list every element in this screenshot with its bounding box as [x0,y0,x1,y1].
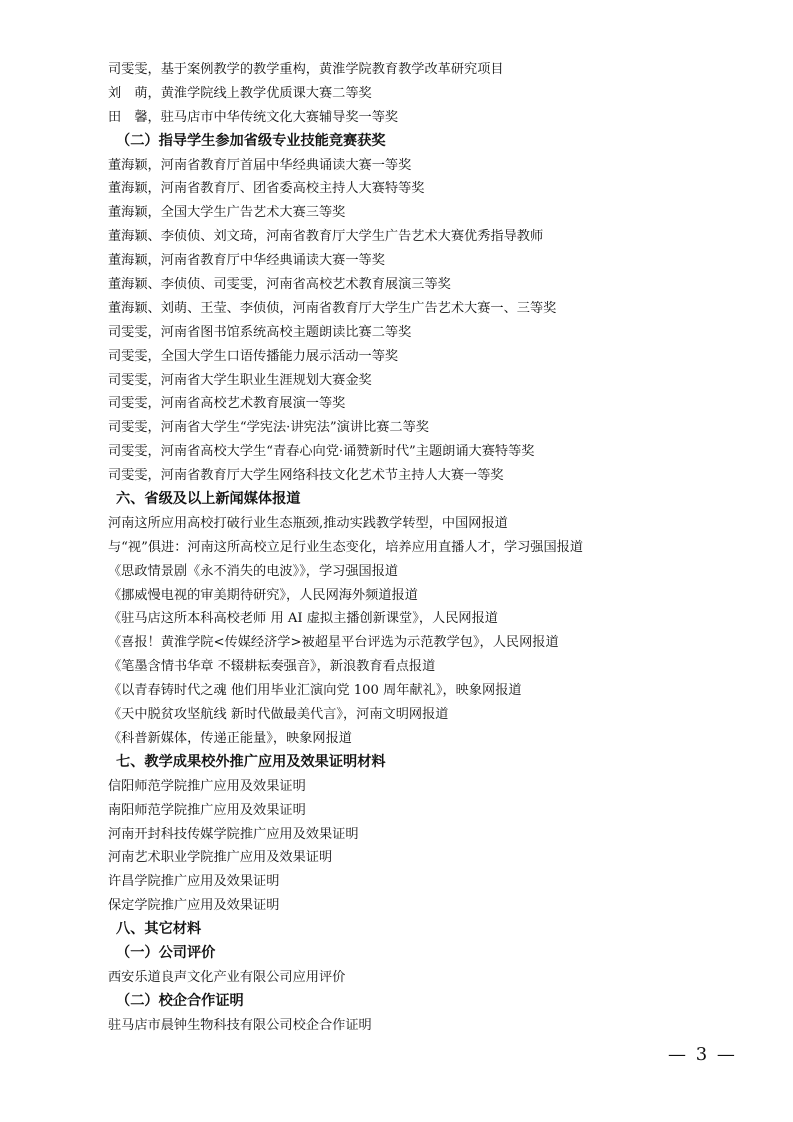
list-item: 司雯雯，河南省图书馆系统高校主题朗读比赛二等奖 [108,324,412,340]
list-item: 与“视”俱进：河南这所高校立足行业生态变化，培养应用直播人才，学习强国报道 [108,539,584,555]
page-number: — 3 — [668,1044,737,1065]
list-item: 董海颖，河南省教育厅、团省委高校主持人大赛特等奖 [108,181,425,197]
document-body [108,58,748,1038]
list-item: 河南开封科技传媒学院推广应用及效果证明 [108,826,359,842]
list-item: 河南艺术职业学院推广应用及效果证明 [108,850,333,866]
list-item: 《天中脱贫攻坚航线 新时代做最美代言》，河南文明网报道 [108,707,449,723]
list-item: 《喜报！黄淮学院<传媒经济学>被超星平台评选为示范教学包》，人民网报道 [108,635,559,651]
list-item: 司雯雯，河南省高校艺术教育展演一等奖 [108,396,346,412]
list-item: 司雯雯，河南省教育厅大学生网络科技文化艺术节主持人大赛一等奖 [108,468,504,484]
list-item: 董海颖，河南省教育厅中华经典诵读大赛一等奖 [108,253,385,269]
list-item: 南阳师范学院推广应用及效果证明 [108,802,306,818]
list-item: 刘 萌，黄淮学院线上教学优质课大赛二等奖 [108,85,372,101]
list-item: 董海颖，河南省教育厅首届中华经典诵读大赛一等奖 [108,157,412,173]
list-item: 董海颖，全国大学生广告艺术大赛三等奖 [108,205,346,221]
list-item: 《驻马店这所本科高校老师 用 AI 虚拟主播创新课堂》，人民网报道 [108,611,498,627]
list-item: 司雯雯，全国大学生口语传播能力展示活动一等奖 [108,348,399,364]
subsection-heading: （二）校企合作证明 [116,992,244,1009]
list-item: 保定学院推广应用及效果证明 [108,898,280,914]
list-item: 司雯雯，基于案例教学的教学重构，黄淮学院教育教学改革研究项目 [108,62,504,77]
section-heading: 八、其它材料 [116,921,202,938]
section-heading: 七、教学成果校外推广应用及效果证明材料 [116,753,386,770]
list-item: 司雯雯，河南省大学生“学宪法·讲宪法”演讲比赛二等奖 [108,420,429,436]
list-item: 司雯雯，河南省大学生职业生涯规划大赛金奖 [108,372,372,388]
list-item: 许昌学院推广应用及效果证明 [108,874,280,890]
section-heading: 六、省级及以上新闻媒体报道 [116,491,301,508]
list-item: 河南这所应用高校打破行业生态瓶颈,推动实践教学转型，中国网报道 [108,515,508,531]
list-item: 《科普新媒体，传递正能量》，映象网报道 [108,730,352,746]
list-item: 董海颖、李侦侦、司雯雯，河南省高校艺术教育展演三等奖 [108,277,451,293]
list-item: 董海颖、刘萌、王莹、李侦侦，河南省教育厅大学生广告艺术大赛一、三等奖 [108,300,557,316]
list-item: 田 馨，驻马店市中华传统文化大赛辅导奖一等奖 [108,109,399,125]
list-item: 《笔墨含情书华章 不辍耕耘奏强音》，新浪教育看点报道 [108,659,436,675]
subsection-heading: （二）指导学生参加省级专业技能竞赛获奖 [116,132,386,149]
list-item: 驻马店市晨钟生物科技有限公司校企合作证明 [108,1017,372,1033]
list-item: 董海颖、李侦侦、刘文琦，河南省教育厅大学生广告艺术大赛优秀指导教师 [108,229,544,245]
list-item: 司雯雯，河南省高校大学生“青春心向党·诵赞新时代”主题朗诵大赛特等奖 [108,444,535,460]
list-item: 《思政情景剧《永不消失的电波》》，学习强国报道 [108,563,399,579]
subsection-heading: （一）公司评价 [116,944,216,961]
list-item: 信阳师范学院推广应用及效果证明 [108,778,306,794]
list-item: 《挪威慢电视的审美期待研究》，人民网海外频道报道 [108,587,418,603]
list-item: 西安乐道良声文化产业有限公司应用评价 [108,969,346,985]
list-item: 《以青春铸时代之魂 他们用毕业汇演向党 100 周年献礼》，映象网报道 [108,683,522,699]
